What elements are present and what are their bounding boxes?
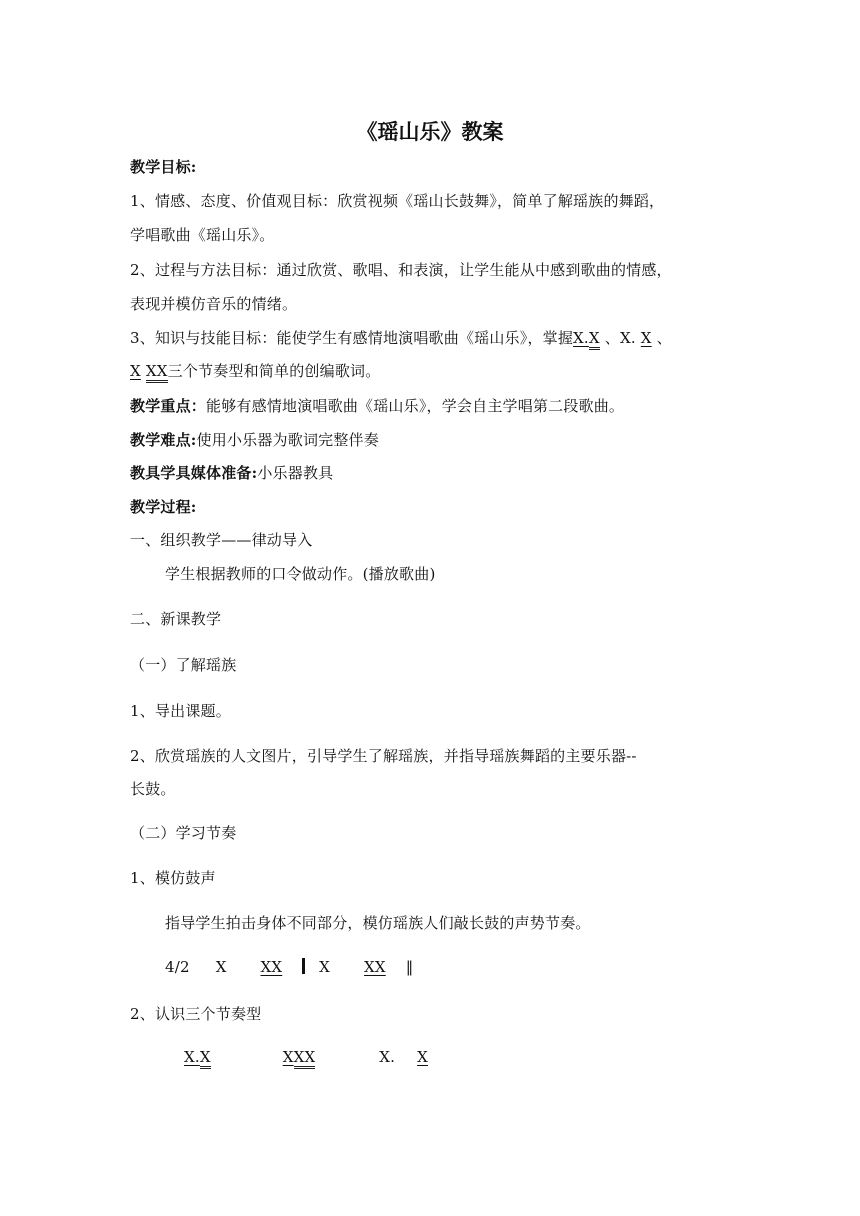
subsection-1-heading: （一）了解瑶族 bbox=[130, 656, 237, 674]
end-bar-line: ‖ bbox=[405, 958, 414, 976]
rhythm-line bbox=[165, 958, 413, 976]
rhythm-beat: X bbox=[319, 958, 331, 976]
rhythm-patterns bbox=[184, 1048, 428, 1066]
subsection-1-item-2-line-1: 2、欣赏瑶族的人文图片，引导学生了解瑶族，并指导瑶族舞蹈的主要乐器-- bbox=[130, 747, 637, 765]
media-label: 教具学具媒体准备: bbox=[130, 464, 258, 482]
subsection-1-item-1: 1、导出课题。 bbox=[130, 702, 231, 720]
objective-2-line-2: 表现并模仿音乐的情绪。 bbox=[130, 295, 298, 313]
key-point-text: 能够有感情地演唱歌曲《瑶山乐》，学会自主学唱第二段歌曲。 bbox=[206, 397, 625, 415]
objective-3-line-2 bbox=[130, 360, 380, 381]
rhythm-x: X bbox=[130, 362, 141, 380]
pattern-3-b: X bbox=[417, 1048, 428, 1066]
rhythm-dotted-a: X. bbox=[573, 329, 589, 347]
rhythm-beat: XX bbox=[363, 958, 386, 976]
difficulty-text: 使用小乐器为歌词完整伴奏 bbox=[196, 431, 379, 449]
rhythm-meter: 4/2 bbox=[165, 958, 190, 976]
rhythm-dotted-2: X bbox=[640, 329, 652, 347]
process-heading: 教学过程: bbox=[130, 498, 197, 516]
subsection-1-item-2-line-2: 长鼓。 bbox=[130, 780, 176, 798]
pattern-1-a: X. bbox=[184, 1048, 200, 1066]
section-1-heading: 一、组织教学——律动导入 bbox=[130, 531, 313, 549]
objective-1-line-1: 1、情感、态度、价值观目标：欣赏视频《瑶山长鼓舞》，简单了解瑶族的舞蹈， bbox=[130, 192, 665, 210]
objective-1-line-2: 学唱歌曲《瑶山乐》。 bbox=[130, 226, 275, 244]
key-point bbox=[130, 395, 624, 416]
section-2-heading: 二、新课教学 bbox=[130, 610, 222, 628]
subsection-2-item-1: 1、模仿鼓声 bbox=[130, 869, 216, 887]
rhythm-beat: X bbox=[215, 958, 227, 976]
objective-3-line-1 bbox=[130, 327, 672, 348]
rhythm-beat: XX bbox=[260, 958, 283, 976]
rhythm-separator: 、X. bbox=[599, 329, 641, 347]
rhythm-separator: 、 bbox=[651, 329, 672, 347]
objectives-heading: 教学目标: bbox=[130, 158, 197, 176]
subsection-2-item-2: 2、认识三个节奏型 bbox=[130, 1005, 262, 1023]
rhythm-dotted-b: X bbox=[589, 329, 600, 350]
subsection-2-item-1-detail: 指导学生拍击身体不同部分，模仿瑶族人们敲长鼓的声势节奏。 bbox=[165, 914, 591, 932]
objective-3-text: 3、知识与技能目标：能使学生有感情地演唱歌曲《瑶山乐》，掌握 bbox=[130, 329, 574, 347]
media-prep bbox=[130, 462, 333, 483]
objective-2-line-1: 2、过程与方法目标：通过欣赏、歌唱、和表演，让学生能从中感到歌曲的情感， bbox=[130, 261, 672, 279]
bar-line bbox=[302, 958, 305, 974]
key-point-label: 教学重点： bbox=[130, 397, 207, 415]
media-text: 小乐器教具 bbox=[257, 464, 334, 482]
pattern-1-b: X bbox=[200, 1048, 211, 1069]
pattern-2-b: XX bbox=[294, 1048, 316, 1069]
section-1-detail: 学生根据教师的口令做动作。(播放歌曲) bbox=[165, 565, 436, 583]
subsection-2-heading: （二）学习节奏 bbox=[130, 824, 237, 842]
page-title: 《瑶山乐》教案 bbox=[356, 119, 504, 144]
objective-3-suffix: 三个节奏型和简单的创编歌词。 bbox=[167, 362, 381, 380]
difficulty bbox=[130, 429, 379, 450]
pattern-2-a: X bbox=[282, 1048, 294, 1066]
rhythm-xx: XX bbox=[146, 362, 168, 383]
pattern-3-a: X. bbox=[379, 1048, 396, 1066]
difficulty-label: 教学难点: bbox=[130, 431, 197, 449]
